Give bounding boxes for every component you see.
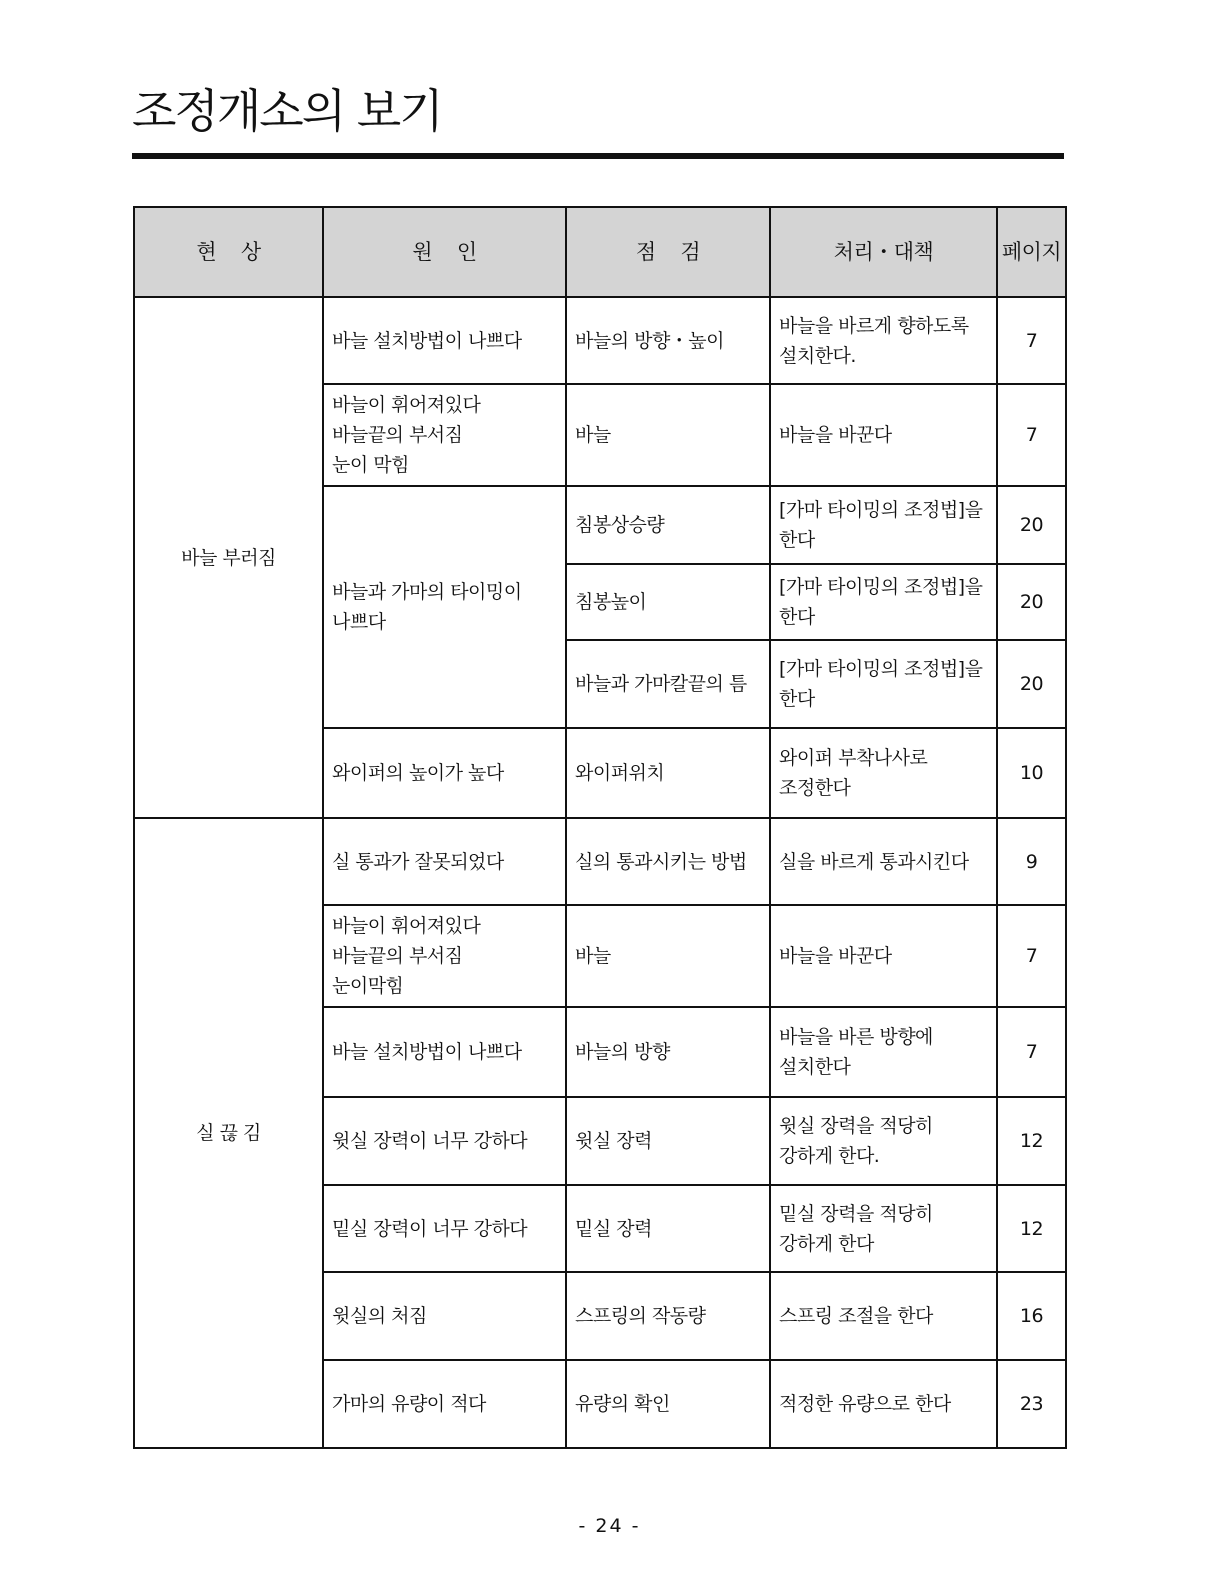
cause-cell: 윗실의 처짐 — [323, 1272, 566, 1360]
page-cell: 23 — [997, 1360, 1066, 1448]
header-symptom: 현 상 — [134, 207, 323, 297]
remedy-cell: [가마 타이밍의 조정법]을 한다 — [770, 640, 997, 728]
remedy-cell: 바늘을 바른 방향에 설치한다 — [770, 1007, 997, 1097]
page-cell: 7 — [997, 1007, 1066, 1097]
remedy-cell: 바늘을 바꾼다 — [770, 905, 997, 1007]
cause-cell: 밑실 장력이 너무 강하다 — [323, 1185, 566, 1272]
cause-cell: 바늘과 가마의 타이밍이 나쁘다 — [323, 486, 566, 728]
page-cell: 12 — [997, 1185, 1066, 1272]
check-cell: 바늘의 방향・높이 — [566, 297, 770, 384]
page-cell: 9 — [997, 818, 1066, 905]
check-cell: 스프링의 작동량 — [566, 1272, 770, 1360]
header-check: 점 검 — [566, 207, 770, 297]
remedy-cell: 스프링 조절을 한다 — [770, 1272, 997, 1360]
table-row — [134, 818, 1066, 905]
page-number: - 24 - — [578, 1515, 641, 1537]
check-cell: 유량의 확인 — [566, 1360, 770, 1448]
page-cell: 20 — [997, 564, 1066, 640]
page-cell: 20 — [997, 486, 1066, 564]
page-cell: 7 — [997, 384, 1066, 486]
cause-cell: 바늘 설치방법이 나쁘다 — [323, 1007, 566, 1097]
cause-cell: 바늘이 휘어져있다 바늘끝의 부서짐 눈이막힘 — [323, 905, 566, 1007]
page-cell: 10 — [997, 728, 1066, 818]
remedy-cell: 바늘을 바르게 향하도록 설치한다. — [770, 297, 997, 384]
page-cell: 7 — [997, 297, 1066, 384]
remedy-cell: [가마 타이밍의 조정법]을 한다 — [770, 486, 997, 564]
page-cell: 7 — [997, 905, 1066, 1007]
cause-cell: 와이퍼의 높이가 높다 — [323, 728, 566, 818]
check-cell: 밑실 장력 — [566, 1185, 770, 1272]
header-page: 페이지 — [997, 207, 1066, 297]
remedy-cell: 적정한 유량으로 한다 — [770, 1360, 997, 1448]
header-cause: 원 인 — [323, 207, 566, 297]
remedy-cell: 밑실 장력을 적당히 강하게 한다 — [770, 1185, 997, 1272]
title-rule — [132, 153, 1064, 159]
remedy-cell: 실을 바르게 통과시킨다 — [770, 818, 997, 905]
page-cell: 12 — [997, 1097, 1066, 1185]
check-cell: 바늘 — [566, 384, 770, 486]
page-cell: 20 — [997, 640, 1066, 728]
remedy-cell: [가마 타이밍의 조정법]을 한다 — [770, 564, 997, 640]
cause-cell: 윗실 장력이 너무 강하다 — [323, 1097, 566, 1185]
check-cell: 바늘과 가마칼끝의 틈 — [566, 640, 770, 728]
symptom-cell: 바늘 부러짐 — [134, 297, 323, 818]
cause-cell: 실 통과가 잘못되었다 — [323, 818, 566, 905]
symptom-cell: 실 끊 김 — [134, 818, 323, 1448]
adjustment-table — [133, 206, 1067, 1449]
page-cell: 16 — [997, 1272, 1066, 1360]
header-row — [134, 207, 1066, 297]
check-cell: 실의 통과시키는 방법 — [566, 818, 770, 905]
cause-cell: 가마의 유량이 적다 — [323, 1360, 566, 1448]
check-cell: 바늘의 방향 — [566, 1007, 770, 1097]
header-remedy: 처리・대책 — [770, 207, 997, 297]
check-cell: 와이퍼위치 — [566, 728, 770, 818]
remedy-cell: 윗실 장력을 적당히 강하게 한다. — [770, 1097, 997, 1185]
table-row — [134, 297, 1066, 384]
page-title: 조정개소의 보기 — [132, 84, 442, 138]
check-cell: 침봉상승량 — [566, 486, 770, 564]
cause-cell: 바늘이 휘어져있다 바늘끝의 부서짐 눈이 막힘 — [323, 384, 566, 486]
remedy-cell: 바늘을 바꾼다 — [770, 384, 997, 486]
check-cell: 침봉높이 — [566, 564, 770, 640]
check-cell: 바늘 — [566, 905, 770, 1007]
check-cell: 윗실 장력 — [566, 1097, 770, 1185]
cause-cell: 바늘 설치방법이 나쁘다 — [323, 297, 566, 384]
remedy-cell: 와이퍼 부착나사로 조정한다 — [770, 728, 997, 818]
